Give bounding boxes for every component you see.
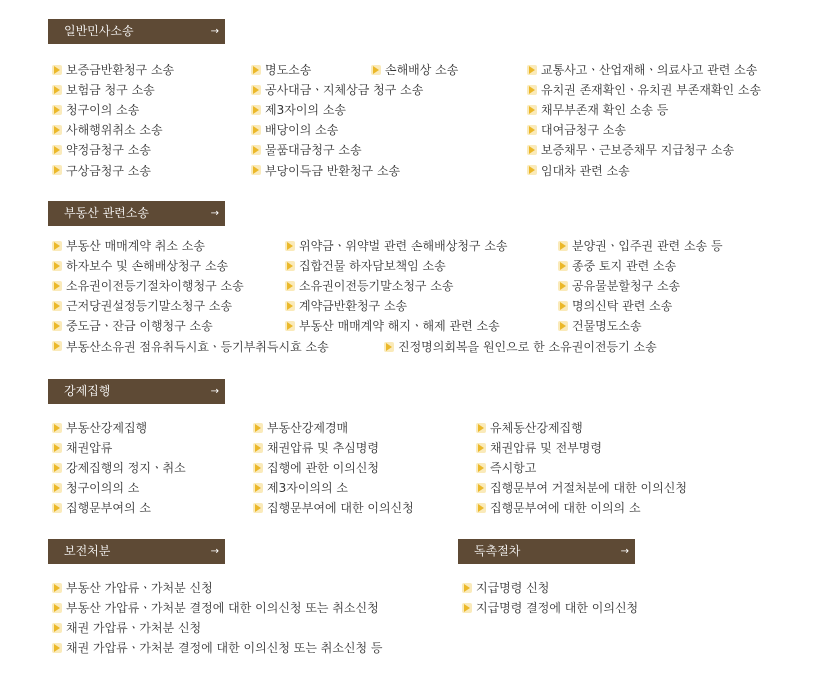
menu-link[interactable] [529,82,761,98]
menu-link[interactable] [255,440,379,456]
menu-link-label: 건물명도소송 [572,319,642,334]
bullet-arrow-icon [386,343,392,351]
bullet-arrow-icon [560,242,566,250]
arrow-right-icon: → [210,546,219,557]
bullet-arrow-icon [529,106,535,114]
menu-link-label: 집합건물 하자담보책임 소송 [299,259,446,274]
menu-link[interactable] [386,339,657,355]
menu-link[interactable] [54,82,155,98]
section-header-2[interactable] [48,379,225,404]
menu-link-label: 집행에 관한 이의신청 [267,461,379,476]
bullet-arrow-icon [54,302,60,310]
menu-link[interactable] [54,500,151,516]
menu-link[interactable] [560,298,672,314]
bullet-arrow-icon [54,126,60,134]
bullet-arrow-icon [54,584,60,592]
menu-link[interactable] [478,460,536,476]
menu-link-label: 교통사고ㆍ산업재해ㆍ의료사고 관련 소송 [541,63,758,77]
menu-link-label: 배당이의 소송 [265,123,339,138]
menu-link[interactable] [54,440,112,456]
menu-link[interactable] [54,339,329,355]
bullet-arrow-icon [54,146,60,154]
bullet-arrow-icon [54,242,60,250]
section-header-3[interactable] [48,539,225,564]
menu-link-label: 부동산 매매계약 취소 소송 [66,239,205,253]
menu-link-label: 유체동산강제집행 [490,421,583,435]
menu-link[interactable] [529,62,757,78]
bullet-arrow-icon [287,302,293,310]
bullet-arrow-icon [287,282,293,290]
arrow-right-icon: → [210,208,219,219]
menu-link[interactable] [54,163,151,179]
menu-link-label: 사해행위취소 소송 [66,123,163,138]
arrow-right-icon: → [210,386,219,397]
menu-link[interactable] [529,102,668,118]
menu-link-label: 청구이의의 소 [66,481,140,496]
bullet-arrow-icon [253,66,259,74]
menu-link-label: 채권압류 및 추심명령 [267,441,379,456]
menu-link-label: 부동산강제경매 [267,421,349,435]
menu-link-label: 집행문부여의 소 [66,501,151,516]
bullet-arrow-icon [464,604,470,612]
bullet-arrow-icon [54,282,60,290]
menu-link-label: 소유권이전등기말소청구 소송 [299,279,454,294]
menu-link-label: 청구이의 소송 [66,103,140,118]
menu-link[interactable] [255,480,348,496]
menu-link[interactable] [287,318,500,334]
menu-link-label: 대여금청구 소송 [541,123,626,138]
menu-link-label: 지급명령 신청 [476,581,550,595]
menu-link-label: 집행문부여에 대한 이의신청 [267,501,414,516]
menu-link-label: 보증채무ㆍ근보증채무 지급청구 소송 [541,143,735,158]
bullet-arrow-icon [54,464,60,472]
menu-link[interactable] [54,238,205,254]
menu-link[interactable] [287,238,508,254]
bullet-arrow-icon [253,126,259,134]
menu-link[interactable] [253,82,423,98]
menu-link-label: 부동산 매매계약 해지ㆍ해제 관련 소송 [299,319,500,334]
bullet-arrow-icon [54,166,60,174]
menu-link-label: 부당이득금 반환청구 소송 [265,163,401,178]
menu-link-label: 구상금청구 소송 [66,163,151,178]
menu-link[interactable] [54,318,213,334]
menu-link[interactable] [560,318,642,334]
menu-link[interactable] [54,278,244,294]
bullet-arrow-icon [54,604,60,612]
menu-link-label: 위약금ㆍ위약벌 관련 손해배상청구 소송 [299,239,508,253]
bullet-arrow-icon [529,86,535,94]
bullet-arrow-icon [529,126,535,134]
menu-link-label: 채권 가압류ㆍ가처분 결정에 대한 이의신청 또는 취소신청 등 [66,641,383,656]
bullet-arrow-icon [560,322,566,330]
menu-link-label: 채권압류 [66,441,113,456]
bullet-arrow-icon [54,86,60,94]
menu-link-label: 강제집행의 정지ㆍ취소 [66,461,186,476]
section-title: 일반민사소송 [64,24,134,38]
bullet-arrow-icon [54,342,60,350]
menu-link-label: 근저당권설정등기말소청구 소송 [66,299,233,314]
menu-link[interactable] [54,142,151,158]
menu-link-label: 약정금청구 소송 [66,143,151,158]
bullet-arrow-icon [560,302,566,310]
bullet-arrow-icon [373,66,379,74]
menu-link[interactable] [287,278,454,294]
bullet-arrow-icon [54,424,60,432]
bullet-arrow-icon [478,464,484,472]
menu-link[interactable] [253,62,311,78]
menu-link-label: 손해배상 소송 [385,63,459,77]
bullet-arrow-icon [54,484,60,492]
menu-link[interactable] [287,258,446,274]
arrow-right-icon: → [210,26,219,37]
menu-link[interactable] [529,163,630,179]
section-title: 강제집행 [64,384,111,398]
menu-link[interactable] [464,580,549,596]
menu-link[interactable] [54,298,232,314]
bullet-arrow-icon [464,584,470,592]
menu-link[interactable] [253,142,362,158]
menu-link[interactable] [560,278,680,294]
menu-link-label: 보험금 청구 소송 [66,83,155,98]
menu-link[interactable] [253,122,338,138]
bullet-arrow-icon [253,106,259,114]
bullet-arrow-icon [54,262,60,270]
menu-link-label: 유치권 존재확인ㆍ유치권 부존재확인 소송 [541,83,762,98]
bullet-arrow-icon [255,444,261,452]
menu-link-label: 진정명의회복을 원인으로 한 소유권이전등기 소송 [398,340,657,354]
section-title: 독촉절차 [474,544,521,558]
bullet-arrow-icon [529,146,535,154]
bullet-arrow-icon [478,444,484,452]
menu-link[interactable] [464,600,638,616]
bullet-arrow-icon [478,504,484,512]
bullet-arrow-icon [54,624,60,632]
menu-link-label: 중도금ㆍ잔금 이행청구 소송 [66,319,213,334]
menu-link-label: 분양권ㆍ입주권 관련 소송 등 [572,239,723,253]
menu-link-label: 계약금반환청구 소송 [299,299,408,314]
menu-link-label: 제3자이의의 소 [267,481,349,496]
bullet-arrow-icon [560,262,566,270]
menu-link[interactable] [54,102,139,118]
menu-link[interactable] [255,500,414,516]
bullet-arrow-icon [560,282,566,290]
bullet-arrow-icon [54,444,60,452]
bullet-arrow-icon [54,322,60,330]
menu-link-label: 제3자이의 소송 [265,103,347,118]
menu-link[interactable] [478,420,583,436]
section-title: 부동산 관련소송 [64,206,149,220]
menu-link[interactable] [54,640,383,656]
menu-link-label: 하자보수 및 손해배상청구 소송 [66,259,229,274]
menu-link-label: 공유물분할청구 소송 [572,279,681,294]
menu-link-label: 집행문부여 거절처분에 대한 이의신청 [490,481,687,496]
menu-link[interactable] [253,163,400,179]
menu-link-label: 채무부존재 확인 소송 등 [541,103,669,118]
menu-link-label: 집행문부여에 대한 이의의 소 [490,501,641,516]
bullet-arrow-icon [255,484,261,492]
section-header-4[interactable] [458,539,635,564]
menu-link[interactable] [529,142,734,158]
bullet-arrow-icon [287,262,293,270]
menu-link[interactable] [478,440,602,456]
menu-link[interactable] [560,238,723,254]
section-header-0[interactable] [48,19,225,44]
bullet-arrow-icon [253,166,259,174]
bullet-arrow-icon [253,146,259,154]
menu-link[interactable] [54,580,213,596]
bullet-arrow-icon [478,424,484,432]
menu-link-label: 명의신탁 관련 소송 [572,299,673,314]
menu-link-label: 부동산강제집행 [66,421,148,435]
menu-link[interactable] [54,420,147,436]
bullet-arrow-icon [255,504,261,512]
menu-link[interactable] [54,600,379,616]
bullet-arrow-icon [255,464,261,472]
bullet-arrow-icon [54,106,60,114]
menu-link[interactable] [54,460,186,476]
menu-link-label: 부동산 가압류ㆍ가처분 결정에 대한 이의신청 또는 취소신청 [66,601,379,616]
menu-link[interactable] [287,298,407,314]
bullet-arrow-icon [54,644,60,652]
menu-link-label: 소유권이전등기절차이행청구 소송 [66,279,244,294]
bullet-arrow-icon [287,242,293,250]
menu-link[interactable] [54,258,228,274]
menu-link[interactable] [54,620,201,636]
menu-link-label: 즉시항고 [490,461,537,476]
menu-link[interactable] [54,480,139,496]
bullet-arrow-icon [529,66,535,74]
menu-link[interactable] [253,102,346,118]
menu-link-label: 채권압류 및 전부명령 [490,441,602,456]
section-title: 보전처분 [64,544,111,558]
bullet-arrow-icon [54,504,60,512]
menu-link[interactable] [54,122,163,138]
menu-link[interactable] [478,480,687,496]
menu-link-label: 물품대금청구 소송 [265,143,362,158]
menu-link-label: 지급명령 결정에 대한 이의신청 [476,601,639,616]
menu-link[interactable] [54,62,174,78]
bullet-arrow-icon [287,322,293,330]
menu-link-label: 명도소송 [265,63,312,77]
menu-link[interactable] [255,420,348,436]
menu-link[interactable] [529,122,626,138]
section-header-1[interactable] [48,201,225,226]
menu-link[interactable] [373,62,458,78]
bullet-arrow-icon [529,166,535,174]
menu-link-label: 종중 토지 관련 소송 [572,259,677,274]
bullet-arrow-icon [253,86,259,94]
menu-link[interactable] [255,460,379,476]
bullet-arrow-icon [54,66,60,74]
menu-link-label: 채권 가압류ㆍ가처분 신청 [66,621,202,636]
menu-link-label: 임대차 관련 소송 [541,163,630,178]
menu-link-label: 보증금반환청구 소송 [66,63,175,77]
bullet-arrow-icon [478,484,484,492]
menu-link[interactable] [560,258,676,274]
menu-link-label: 공사대금ㆍ지체상금 청구 소송 [265,83,424,98]
arrow-right-icon: → [620,546,629,557]
menu-link-label: 부동산 가압류ㆍ가처분 신청 [66,581,213,595]
menu-link[interactable] [478,500,641,516]
menu-link-label: 부동산소유권 점유취득시효ㆍ등기부취득시효 소송 [66,339,329,354]
bullet-arrow-icon [255,424,261,432]
